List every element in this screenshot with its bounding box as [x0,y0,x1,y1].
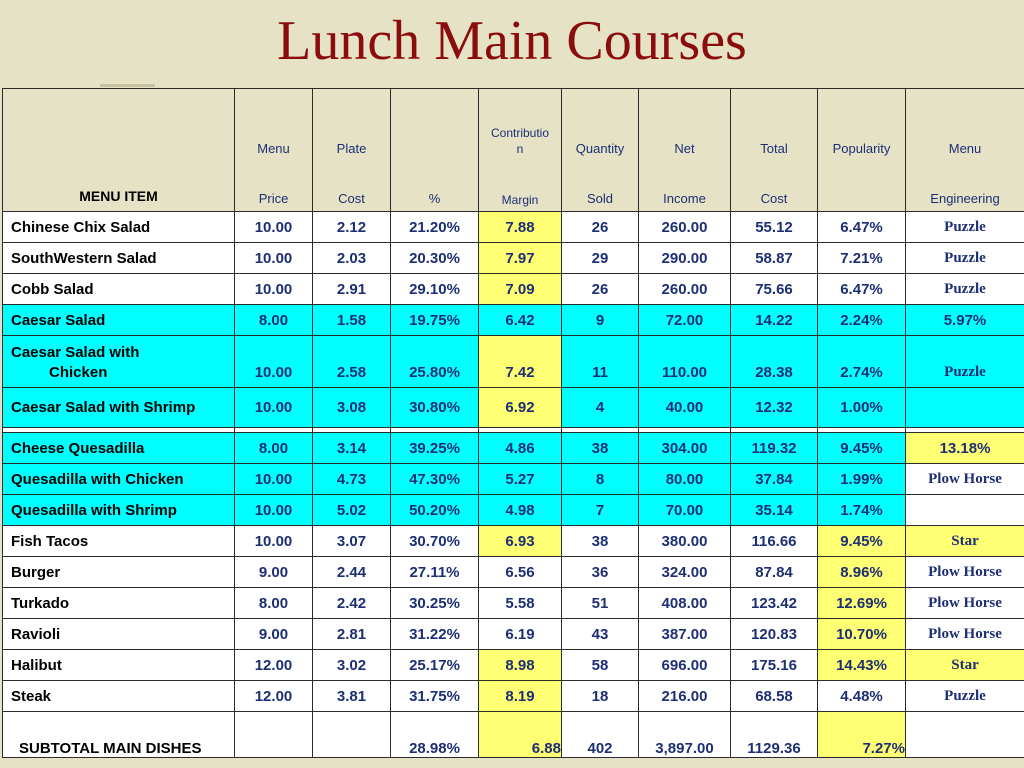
menu-price: 10.00 [235,464,313,495]
contribution-margin: 6.19 [479,619,562,650]
menu-engineering-class: Plow Horse [906,464,1024,495]
popularity: 4.48% [818,681,906,712]
plate-cost: 3.81 [313,681,391,712]
column-header-popularity: Popularity [818,89,906,212]
total-cost: 119.32 [731,433,818,464]
popularity: 10.70% [818,619,906,650]
contribution-margin: 8.98 [479,650,562,681]
menu-engineering-class: Puzzle [906,336,1024,388]
quantity-sold: 11 [562,336,639,388]
menu-price: 12.00 [235,650,313,681]
contribution-margin: 6.42 [479,305,562,336]
plate-cost: 3.08 [313,388,391,428]
total-cost: 12.32 [731,388,818,428]
quantity-sold: 58 [562,650,639,681]
total-cost: 116.66 [731,526,818,557]
subtotal-total-cost: 1129.36 [731,712,818,758]
contribution-margin: 4.98 [479,495,562,526]
page-title: Lunch Main Courses [277,10,747,72]
net-income: 80.00 [639,464,731,495]
menu-price: 10.00 [235,388,313,428]
table-row [3,588,1024,619]
net-income: 696.00 [639,650,731,681]
cost-percent: 30.25% [391,588,479,619]
menu-price: 10.00 [235,526,313,557]
net-income: 260.00 [639,212,731,243]
menu-engineering-class: Plow Horse [906,588,1024,619]
quantity-sold: 7 [562,495,639,526]
menu-price: 10.00 [235,212,313,243]
menu-item-name: Burger [3,557,235,588]
menu-price: 10.00 [235,495,313,526]
menu-item-name: Cheese Quesadilla [3,433,235,464]
popularity: 1.74% [818,495,906,526]
quantity-sold: 36 [562,557,639,588]
popularity: 9.45% [818,433,906,464]
table-row [3,212,1024,243]
quantity-sold: 29 [562,243,639,274]
contribution-margin: 7.88 [479,212,562,243]
column-header-quantity-sold: Quantity Sold [562,89,639,212]
table-row [3,526,1024,557]
menu-item-name: Caesar Salad with Shrimp [3,388,235,428]
total-cost: 123.42 [731,588,818,619]
column-header-percent: % [391,89,479,212]
net-income: 72.00 [639,305,731,336]
plate-cost: 2.03 [313,243,391,274]
net-income: 70.00 [639,495,731,526]
total-cost: 175.16 [731,650,818,681]
popularity: 2.74% [818,336,906,388]
net-income: 387.00 [639,619,731,650]
net-income: 216.00 [639,681,731,712]
contribution-margin: 6.56 [479,557,562,588]
net-income: 324.00 [639,557,731,588]
popularity: 12.69% [818,588,906,619]
menu-item-name: Cobb Salad [3,274,235,305]
cost-percent: 39.25% [391,433,479,464]
menu-engineering-class: Puzzle [906,212,1024,243]
menu-engineering-class [906,495,1024,526]
menu-engineering-class: Star [906,526,1024,557]
table-row [3,274,1024,305]
table-row [3,681,1024,712]
subtotal-net-income: 3,897.00 [639,712,731,758]
contribution-margin: 5.27 [479,464,562,495]
cost-percent: 20.30% [391,243,479,274]
net-income: 380.00 [639,526,731,557]
subtotal-label: SUBTOTAL MAIN DISHES [3,712,235,758]
table-row [3,388,1024,428]
total-cost: 75.66 [731,274,818,305]
subtotal-price [235,712,313,758]
plate-cost: 1.58 [313,305,391,336]
popularity: 1.00% [818,388,906,428]
table-row [3,650,1024,681]
plate-cost: 3.14 [313,433,391,464]
menu-price: 12.00 [235,681,313,712]
column-header-plate-cost: Plate Cost [313,89,391,212]
quantity-sold: 18 [562,681,639,712]
menu-engineering-table [2,88,1024,758]
menu-item-name: Quesadilla with Shrimp [3,495,235,526]
plate-cost: 2.44 [313,557,391,588]
menu-item-name: Turkado [3,588,235,619]
net-income: 290.00 [639,243,731,274]
plate-cost: 5.02 [313,495,391,526]
contribution-margin: 5.58 [479,588,562,619]
quantity-sold: 4 [562,388,639,428]
popularity: 6.47% [818,274,906,305]
menu-engineering-class: 5.97% [906,305,1024,336]
plate-cost: 2.12 [313,212,391,243]
net-income: 408.00 [639,588,731,619]
subtotal-percent: 28.98% [391,712,479,758]
menu-item-name: Caesar Salad with Chicken [3,336,235,388]
plate-cost: 2.42 [313,588,391,619]
cost-percent: 30.70% [391,526,479,557]
net-income: 40.00 [639,388,731,428]
menu-engineering-class: Star [906,650,1024,681]
header-row [3,89,1024,212]
table-row [3,495,1024,526]
title-underline-decoration [100,84,155,87]
cost-percent: 29.10% [391,274,479,305]
contribution-margin: 6.92 [479,388,562,428]
column-header-menu-price: Menu Price [235,89,313,212]
menu-item-name: Halibut [3,650,235,681]
column-header-contribution-margin: Contributio n Margin [479,89,562,212]
menu-engineering-class: Plow Horse [906,557,1024,588]
subtotal-cost [313,712,391,758]
column-header-menu-engineering: Menu Engineering [906,89,1024,212]
net-income: 110.00 [639,336,731,388]
menu-engineering-class: 13.18% [906,433,1024,464]
subtotal-contribution-margin: 6.88 [479,712,562,758]
menu-item-name: Caesar Salad [3,305,235,336]
plate-cost: 2.58 [313,336,391,388]
table-row [3,305,1024,336]
total-cost: 37.84 [731,464,818,495]
cost-percent: 21.20% [391,212,479,243]
table-row [3,619,1024,650]
table-row [3,433,1024,464]
plate-cost: 3.07 [313,526,391,557]
total-cost: 58.87 [731,243,818,274]
net-income: 260.00 [639,274,731,305]
popularity: 2.24% [818,305,906,336]
subtotal-quantity: 402 [562,712,639,758]
plate-cost: 2.91 [313,274,391,305]
total-cost: 35.14 [731,495,818,526]
menu-price: 10.00 [235,274,313,305]
popularity: 9.45% [818,526,906,557]
popularity: 7.21% [818,243,906,274]
contribution-margin: 4.86 [479,433,562,464]
menu-price: 10.00 [235,336,313,388]
total-cost: 68.58 [731,681,818,712]
cost-percent: 30.80% [391,388,479,428]
menu-item-name: Quesadilla with Chicken [3,464,235,495]
quantity-sold: 43 [562,619,639,650]
total-cost: 14.22 [731,305,818,336]
contribution-margin: 7.09 [479,274,562,305]
popularity: 8.96% [818,557,906,588]
menu-price: 9.00 [235,619,313,650]
table-row [3,336,1024,388]
cost-percent: 27.11% [391,557,479,588]
cost-percent: 31.75% [391,681,479,712]
menu-price: 8.00 [235,588,313,619]
menu-engineering-class: Puzzle [906,681,1024,712]
cost-percent: 50.20% [391,495,479,526]
quantity-sold: 51 [562,588,639,619]
menu-price: 8.00 [235,433,313,464]
quantity-sold: 38 [562,433,639,464]
table-row [3,243,1024,274]
contribution-margin: 6.93 [479,526,562,557]
subtotal-menu-engineering [906,712,1024,758]
menu-engineering-class: Puzzle [906,274,1024,305]
total-cost: 120.83 [731,619,818,650]
column-header-menu-item: MENU ITEM [3,89,235,212]
total-cost: 28.38 [731,336,818,388]
quantity-sold: 9 [562,305,639,336]
subtotal-row [3,712,1024,758]
contribution-margin: 7.42 [479,336,562,388]
cost-percent: 31.22% [391,619,479,650]
contribution-margin: 8.19 [479,681,562,712]
net-income: 304.00 [639,433,731,464]
table-row [3,557,1024,588]
plate-cost: 2.81 [313,619,391,650]
cost-percent: 25.17% [391,650,479,681]
popularity: 1.99% [818,464,906,495]
menu-item-name: Ravioli [3,619,235,650]
menu-item-name: Fish Tacos [3,526,235,557]
subtotal-popularity: 7.27% [818,712,906,758]
popularity: 14.43% [818,650,906,681]
plate-cost: 3.02 [313,650,391,681]
quantity-sold: 26 [562,212,639,243]
quantity-sold: 38 [562,526,639,557]
menu-engineering-class: Puzzle [906,243,1024,274]
column-header-net-income: Net Income [639,89,731,212]
contribution-margin: 7.97 [479,243,562,274]
table-row [3,464,1024,495]
menu-engineering-class [906,388,1024,428]
menu-item-name: SouthWestern Salad [3,243,235,274]
quantity-sold: 8 [562,464,639,495]
cost-percent: 25.80% [391,336,479,388]
quantity-sold: 26 [562,274,639,305]
column-header-total-cost: Total Cost [731,89,818,212]
total-cost: 87.84 [731,557,818,588]
menu-price: 8.00 [235,305,313,336]
menu-price: 10.00 [235,243,313,274]
total-cost: 55.12 [731,212,818,243]
popularity: 6.47% [818,212,906,243]
cost-percent: 47.30% [391,464,479,495]
menu-price: 9.00 [235,557,313,588]
menu-item-name: Steak [3,681,235,712]
plate-cost: 4.73 [313,464,391,495]
menu-engineering-class: Plow Horse [906,619,1024,650]
menu-item-name: Chinese Chix Salad [3,212,235,243]
cost-percent: 19.75% [391,305,479,336]
